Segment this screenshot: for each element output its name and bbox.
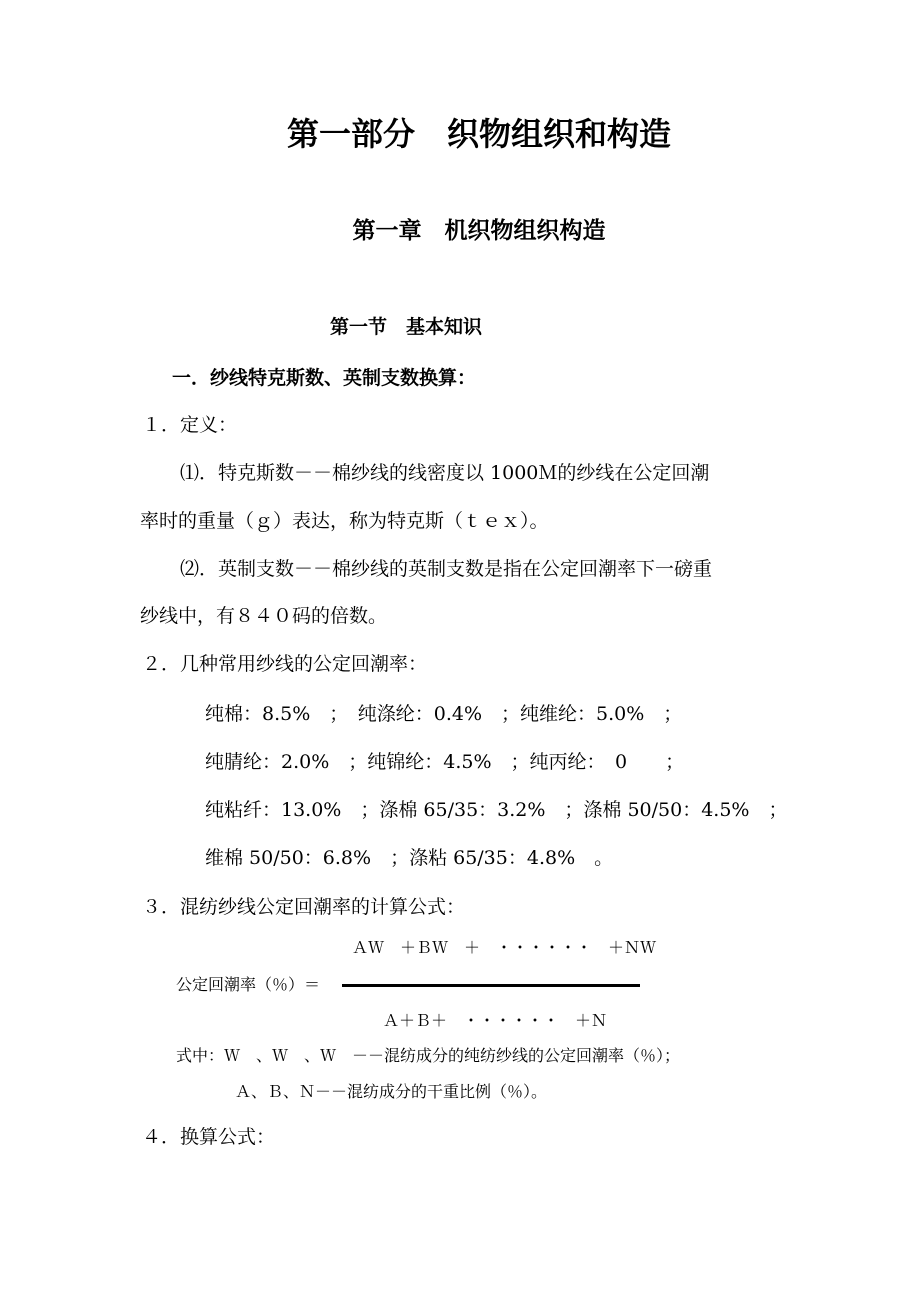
section-title: 第一节 基本知识	[330, 316, 483, 338]
moisture-regain-heading: ２．几种常用纱线的公定回潮率：	[142, 653, 428, 675]
moisture-regain-row: 纯腈纶：2.0% ；纯锦纶：4.5% ；纯丙纶： 0 ；	[205, 751, 685, 773]
moisture-regain-row: 纯棉：8.5% ； 纯涤纶：0.4% ；纯维纶：5.0% ；	[205, 703, 683, 725]
english-count-definition-line1: ⑵．英制支数－－棉纱线的英制支数是指在公定回潮率下一磅重	[180, 558, 713, 580]
conversion-formula-heading: ４．换算公式：	[142, 1126, 276, 1148]
formula-lhs: 公定回潮率（％）＝	[176, 975, 321, 994]
tex-definition-line2: 率时的重量（ｇ）表达，称为特克斯（ｔｅｘ）。	[140, 510, 549, 532]
moisture-regain-row: 维棉 50/50：6.8% ；涤粘 65/35：4.8% 。	[205, 847, 614, 869]
part-title: 第一部分 织物组织和构造	[286, 115, 671, 153]
item-one-title: 一．纱线特克斯数、英制支数换算：	[172, 367, 477, 389]
chapter-title: 第一章 机织物组织构造	[352, 217, 606, 244]
formula-where-line1: 式中：Ｗ 、Ｗ 、Ｗ －－混纺成分的纯纺纱线的公定回潮率（％）；	[176, 1046, 681, 1065]
english-count-definition-line2: 纱线中，有８４０码的倍数。	[140, 605, 388, 627]
fraction-bar	[342, 984, 640, 987]
formula-denominator: Ａ＋Ｂ＋ ・・・・・・ ＋Ｎ	[383, 1011, 608, 1030]
formula-heading: ３．混纺纱线公定回潮率的计算公式：	[142, 896, 466, 918]
tex-definition-line1: ⑴．特克斯数－－棉纱线的线密度以 1000Ｍ的纱线在公定回潮	[180, 462, 710, 484]
formula-numerator: ＡＷ ＋ＢＷ ＋ ・・・・・・ ＋ＮＷ	[352, 938, 657, 957]
definition-heading: １．定义：	[142, 414, 238, 436]
moisture-regain-row: 纯粘纤：13.0% ；涤棉 65/35：3.2% ；涤棉 50/50：4.5% ；	[205, 799, 788, 821]
formula-where-line2: Ａ、Ｂ、Ｎ－－混纺成分的干重比例（％）。	[235, 1082, 548, 1101]
